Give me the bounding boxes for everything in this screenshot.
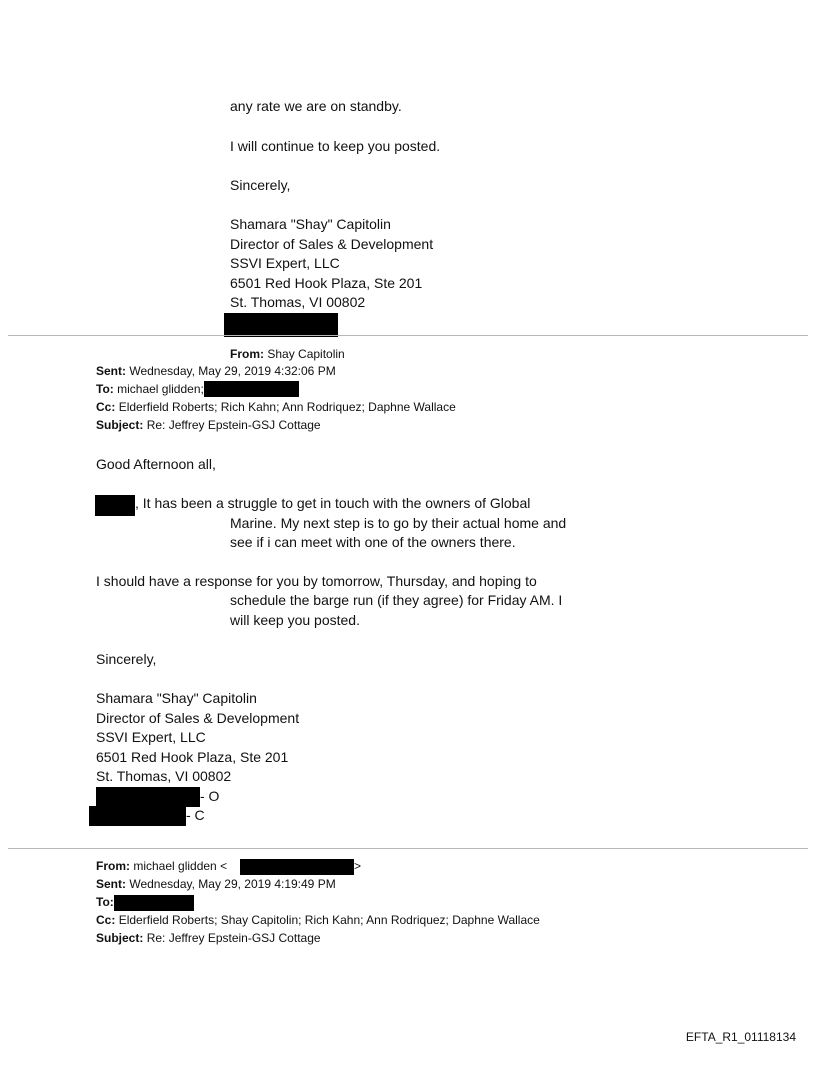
subject-value: Re: Jeffrey Epstein-GSJ Cottage	[146, 418, 321, 432]
signature-city: St. Thomas, VI 00802	[230, 294, 366, 310]
document-id: EFTA_R1_01118134	[685, 1030, 796, 1044]
signature-city: St. Thomas, VI 00802	[96, 768, 232, 784]
cc-label: Cc:	[96, 400, 116, 414]
from-value: Shay Capitolin	[267, 347, 345, 361]
from-value: michael glidden <	[133, 859, 228, 873]
to-label: To:	[96, 895, 114, 909]
para1-line3: see if i can meet with one of the owners there.	[230, 534, 516, 550]
para2-line3: will keep you posted.	[230, 612, 360, 628]
from-close: >	[354, 859, 362, 873]
separator-rule	[8, 335, 808, 336]
separator-rule	[8, 848, 808, 849]
body-line-posted: I will continue to keep you posted.	[230, 138, 441, 154]
signature-block	[96, 689, 299, 787]
redaction-box	[96, 787, 200, 807]
header-subject	[96, 930, 321, 948]
para2-line2: schedule the barge run (if they agree) for Friday AM. I	[230, 592, 563, 608]
header-sent	[96, 363, 336, 381]
signature-address: 6501 Red Hook Plaza, Ste 201	[96, 748, 289, 765]
sent-value: Wednesday, May 29, 2019 4:32:06 PM	[129, 364, 336, 378]
header-sent	[96, 876, 336, 894]
sent-value: Wednesday, May 29, 2019 4:19:49 PM	[129, 877, 336, 891]
redaction-box	[89, 806, 186, 826]
signature-title: Director of Sales & Development	[96, 709, 300, 726]
phone-cell: - C	[186, 807, 205, 823]
to-value: michael glidden;	[117, 382, 204, 396]
header-cc	[96, 399, 456, 417]
signature-name: Shamara "Shay" Capitolin	[230, 216, 391, 232]
cc-label: Cc:	[96, 913, 116, 927]
greeting: Good Afternoon all,	[96, 456, 216, 472]
redaction-box	[114, 895, 194, 911]
header-cc	[96, 912, 540, 930]
subject-label: Subject:	[96, 418, 144, 432]
subject-label: Subject:	[96, 931, 144, 945]
signature-company: SSVI Expert, LLC	[96, 729, 206, 745]
signature-company: SSVI Expert, LLC	[230, 255, 340, 271]
cc-value: Elderfield Roberts; Rich Kahn; Ann Rodriquez; Daphne Wallace	[118, 400, 456, 414]
signature-name: Shamara "Shay" Capitolin	[96, 690, 257, 706]
from-label: From:	[96, 859, 130, 873]
para1-line1: , It has been a struggle to get in touch with the owners of Global	[135, 495, 531, 511]
subject-value: Re: Jeffrey Epstein-GSJ Cottage	[146, 931, 321, 945]
signature-address: 6501 Red Hook Plaza, Ste 201	[230, 274, 423, 291]
closing: Sincerely,	[230, 177, 291, 193]
redaction-box	[95, 495, 135, 516]
to-label: To:	[96, 382, 114, 396]
from-label: From:	[230, 347, 264, 361]
sent-label: Sent:	[96, 877, 126, 891]
closing: Sincerely,	[96, 651, 157, 667]
sent-label: Sent:	[96, 364, 126, 378]
header-from	[96, 858, 227, 876]
header-to	[96, 894, 114, 912]
redaction-box	[224, 313, 338, 337]
para1-line2: Marine. My next step is to go by their actual home and	[230, 515, 567, 531]
header-subject	[96, 417, 321, 435]
signature-title: Director of Sales & Development	[230, 235, 434, 252]
cc-value: Elderfield Roberts; Shay Capitolin; Rich Kahn; Ann Rodriquez; Daphne Wallace	[118, 913, 540, 927]
body-line-standby: any rate we are on standby.	[230, 98, 402, 114]
redaction-box	[204, 381, 299, 397]
header-from	[230, 346, 345, 364]
signature-block	[230, 215, 433, 313]
para2-line1: I should have a response for you by tomorrow, Thursday, and hoping to	[96, 573, 537, 589]
redaction-box	[240, 859, 354, 875]
phone-office: - O	[200, 788, 220, 804]
header-to	[96, 381, 204, 399]
